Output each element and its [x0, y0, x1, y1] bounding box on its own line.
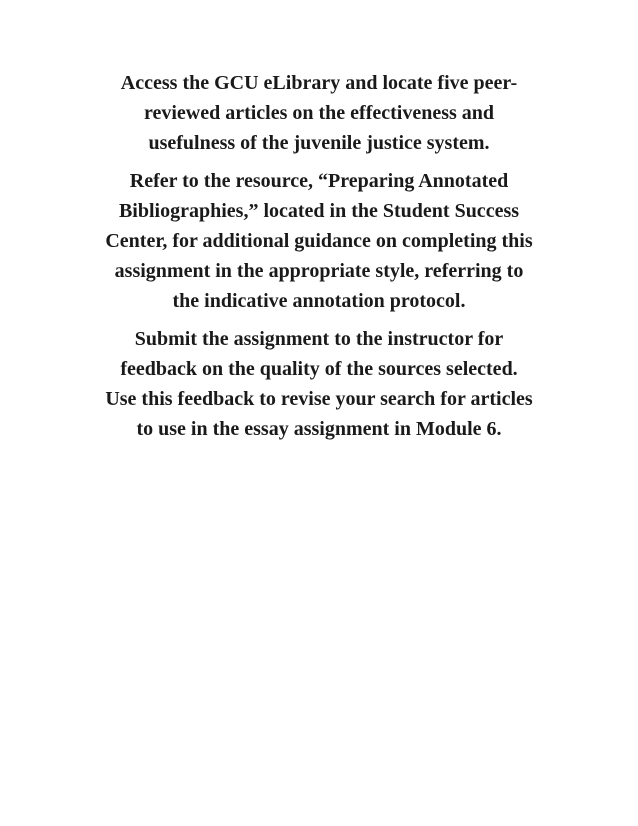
document-body: [70, 68, 568, 452]
instruction-paragraph-elibrary: Access the GCU eLibrary and locate five peer- reviewed articles on the effectiveness and usefulness of the juvenile justice system.: [120, 72, 518, 154]
instruction-paragraph-resource: Refer to the resource, “Preparing Annotated Bibliographies,” located in the Student Success Center, for additional guidance on completing this assignment in the appropriate style, referring to the indicative annotation protocol.: [105, 170, 533, 312]
instruction-paragraph-submit: Submit the assignment to the instructor for feedback on the quality of the sources selected. Use this feedback to revise your search for articles to use in the essay assignment in Module 6.: [105, 328, 533, 440]
